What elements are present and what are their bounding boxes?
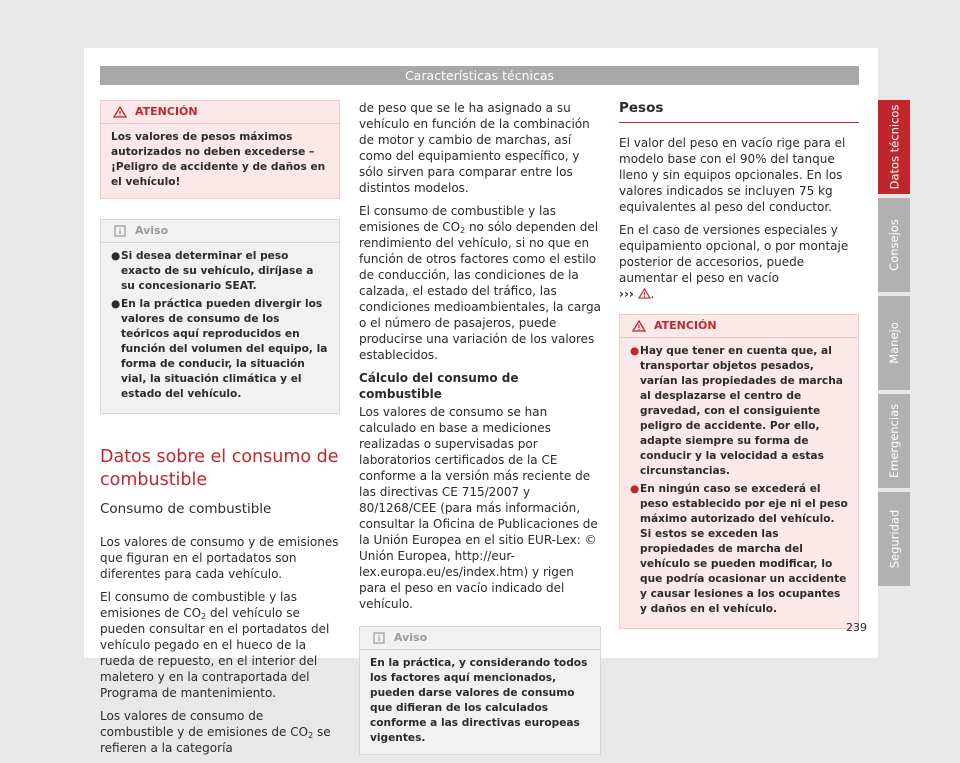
note-text: En la práctica, y considerando todos los factores aquí mencionados, pueden darse valores de consumo que difieran de los calculados conforme a las directivas europeas vigentes. [370, 657, 588, 744]
text-span: En el caso de versiones especiales y equipamiento opcional, o por montaje posterior de accesorios, puede aumentar el peso en vacío [619, 223, 849, 285]
note-item [111, 297, 329, 402]
column-1 [100, 100, 340, 763]
column-2 [359, 100, 601, 755]
tab-consejos[interactable] [878, 198, 910, 292]
tab-label: Emergencias [887, 403, 902, 479]
note-header [360, 627, 600, 650]
paragraph: Los valores de consumo y de emisiones que figuran en el portadatos son diferentes para cada vehículo. [100, 535, 339, 581]
warning-box [100, 100, 340, 199]
paragraph: Los valores de consumo se han calculado en base a mediciones realizadas o supervisadas por laboratorios certificados de la CE conforme a la versión más reciente de las directivas CE 715/2007 y 80/1268/CEE (para más información, consultar la Oficina de Publicaciones de la Unión Europea en el sitio EUR-Lex: © Unión Europea, http://eur-lex.europa.eu/es/index.htm) y rigen para el peso en vacío indicado del vehículo. [359, 405, 598, 611]
tab-label: Seguridad [887, 509, 902, 569]
info-icon [372, 632, 386, 644]
subscript: 2 [308, 731, 314, 740]
pesos-title: Pesos [619, 100, 859, 123]
text-span: se refieren a la categoría [100, 725, 331, 755]
paragraph: El valor del peso en vacío rige para el modelo base con el 90% del tanque lleno y sin equipos opcionales. En los valores indicados se incluyen 75 kg equivalentes al peso del conductor. [619, 136, 846, 214]
tab-label: Datos técnicos [887, 104, 901, 190]
warning-triangle-icon [113, 106, 127, 118]
warning-triangle-icon [632, 320, 646, 332]
warning-box [619, 314, 859, 629]
note-label: Aviso [394, 631, 428, 644]
warning-text: Los valores de pesos máximos autorizados no deben excederse – ¡Peligro de accidente y de daños en el vehículo! [111, 131, 326, 188]
warning-item [630, 344, 848, 479]
section-title: Datos sobre el consumo de combustible [100, 447, 339, 490]
column-3 [619, 100, 859, 629]
text-span: Los valores de consumo de combustible y de emisiones de CO [100, 709, 309, 739]
paragraph [359, 203, 601, 363]
warning-label: ATENCIÓN [654, 319, 717, 332]
note-header [101, 220, 339, 243]
subsection-title: Consumo de combustible [100, 501, 272, 517]
tab-label: Manejo [887, 322, 902, 364]
calc-title: Cálculo del consumo de combustible [359, 371, 519, 401]
bullet-icon: ● [111, 250, 121, 262]
page-header: Características técnicas [100, 66, 859, 85]
warning-item-text: Hay que tener en cuenta que, al transportar objetos pesados, varían las propiedades de marcha al desplazarse el centro de gravedad, con el consiguiente peligro de accidente. Por ello, adapte siempre su forma de conducir y la velocidad a estas circunstancias. [640, 345, 843, 477]
warning-header [620, 315, 858, 338]
warning-triangle-icon [638, 288, 651, 299]
bullet-icon: ● [111, 298, 121, 310]
warning-header [101, 101, 339, 124]
text-span: El consumo de combustible y las emisiones de CO [359, 204, 556, 234]
tab-emergencias[interactable] [878, 394, 910, 488]
note-item-text: En la práctica pueden divergir los valores de consumo de los teóricos aquí reproducidos en función del volumen del equipo, la forma de conducir, la situación vial, la situación climática y el estado del vehículo. [121, 298, 328, 400]
arrow-icon: ››› [619, 287, 634, 301]
paragraph: de peso que se le ha asignado a su vehículo en función de la combinación de motor y cambio de marchas, así como del equipamiento específico, y sólo sirven para comparar entre los distintos modelos. [359, 101, 590, 195]
warning-label: ATENCIÓN [135, 105, 198, 118]
warning-body [620, 338, 858, 628]
info-icon [113, 225, 127, 237]
text-span: El consumo de combustible y las emisiones de CO [100, 590, 297, 620]
note-label: Aviso [135, 224, 169, 237]
page-number: 239 [846, 621, 867, 634]
paragraph [100, 589, 340, 701]
note-body [101, 243, 339, 413]
note-box [100, 219, 340, 414]
paragraph [100, 708, 340, 756]
tab-datos-tecnicos[interactable] [878, 100, 910, 194]
warning-item [630, 482, 848, 617]
subscript: 2 [460, 226, 466, 235]
tab-label: Consejos [887, 219, 901, 271]
paragraph: En el caso de versiones especiales y equipamiento opcional, o por montaje posterior de accesorios, puede aumentar el peso en vacío ››› . [619, 223, 849, 301]
tab-seguridad[interactable] [878, 492, 910, 586]
text-span: del vehículo se pueden consultar en el portadatos del vehículo pegado en el hueco de la rueda de repuesto, en el interior del maletero y en la contraportada del Programa de mantenimiento. [100, 606, 330, 700]
bullet-icon: ● [630, 483, 640, 495]
note-box [359, 626, 601, 755]
tab-manejo[interactable] [878, 296, 910, 390]
subscript: 2 [201, 612, 207, 621]
note-item-text: Si desea determinar el peso exacto de su vehículo, diríjase a su concesionario SEAT. [121, 250, 314, 292]
text-span: no sólo dependen del rendimiento del vehículo, si no que en función de otros factores como el estilo de conducción, las condiciones de la calzada, el estado del tráfico, las condiciones medioambientales, la carga o el número de pasajeros, puede producirse una variación de los valores establecidos. [359, 220, 601, 362]
bullet-icon: ● [630, 345, 640, 357]
note-item [111, 249, 329, 294]
warning-item-text: En ningún caso se excederá el peso establecido por eje ni el peso máximo autorizado del vehículo. Si estos se exceden las propiedades de marcha del vehículo se pueden modificar, lo que podría ocasionar un accidente y causar lesiones a los ocupantes y daños en el vehículo. [640, 483, 848, 615]
